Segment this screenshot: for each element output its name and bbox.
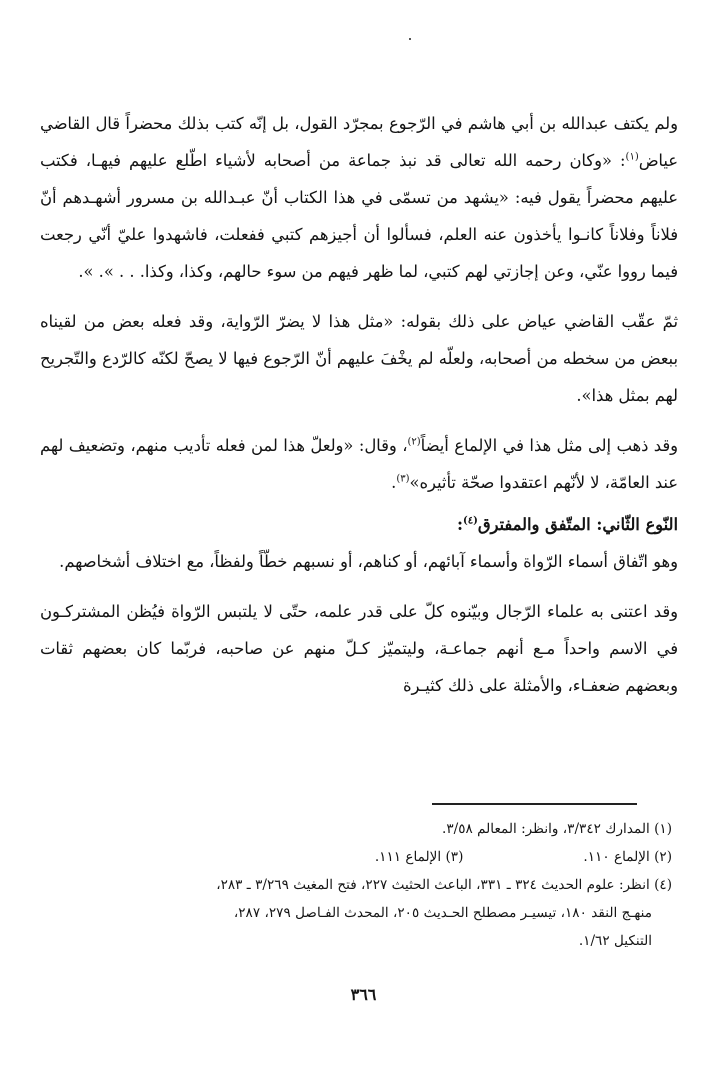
footnote-ref: (١) — [625, 151, 639, 163]
footnote-1: (١) المدارك ٣/٣٤٢، وانظر: المعالم ٣/٥٨. — [441, 821, 672, 837]
footnote-3: (٣) الإلماع ١١١. — [374, 849, 464, 865]
footnote-divider — [432, 803, 637, 805]
footnote-ref: (٢) — [407, 436, 421, 448]
footnote-4-cont-2: التنكيل ١/٦٢. — [578, 933, 652, 949]
paragraph-5: وقد اعتنى به علماء الرّجال وبيّنوه كلّ على قدر علمه، حتّى لا يلتبس الرّواة فيُظن المشتركـون في الاسم واحداً مـع أنهم جماعـة، وليتميّز كـلّ منهم عن صاحبه، فربّما كان بعضهم ثقات وبعضهم ضعفـاء، والأمثلة على ذلك كثيـرة — [40, 602, 678, 695]
footnote-4: (٤) انظر: علوم الحديث ٣٢٤ ـ ٣٣١، الباعث الحثيث ٢٢٧، فتح المغيث ٣/٢٦٩ ـ ٢٨٣، — [216, 877, 672, 893]
paragraph-1: ولم يكتف عبدالله بن أبي هاشم في الرّجوع بمجرّد القول، بل إنّه كتب بذلك محضراً قال القاضي عياض$^{(١)}$: «وكان رحمه الله تعالى قد نبذ جماعة من أصحابه لأشياء اطّلع عليهم فيهـا، فكتب عليهم محضراً يقول فيه: «يشهد من تسمّى في هذا الكتاب أنّ عبـدالله بن مسرور أشهـدهم أنّ فلاناً وفلاناً كانـوا يأخذون عنه العلم، فسألوا أن أجيزهم كتبي ففعلت، فاشهدوا عليّ أنّي رجعت فيما رووا عنّي، وعن إجازتي لهم كتبي، لما ظهر فيهم من سوء حالهم، وكذا، وكذا. . . ». ». — [40, 114, 678, 281]
footnote-2: (٢) الإلماع ١١٠. — [583, 849, 672, 865]
page-mark — [409, 38, 411, 40]
footnotes — [40, 815, 672, 955]
footnote-ref: (٣) — [396, 473, 410, 485]
section-heading: النّوع الثّاني: المتّفق والمفترق$^{(٤)}$: — [456, 515, 678, 534]
footnote-4-cont: منهـج النقد ١٨٠، تيسيـر مصطلح الحـديث ٢٠٥، المحدث الفـاصل ٢٧٩، ٢٨٧، — [233, 905, 652, 921]
paragraph-3: وقد ذهب إلى مثل هذا في الإلماع أيضاً$^{(٢)}$، وقال: «ولعلّ هذا لمن فعله تأديب منهم، وتضعيف لهم عند العامّة، لا لأنّهم اعتقدوا صحّة تأثيره»$^{(٣)}$. — [40, 436, 678, 492]
paragraph-2: ثمّ عقّب القاضي عياض على ذلك بقوله: «مثل هذا لا يضرّ الرّواية، وقد فعله بعض من لقيناه ببعض من سخطه من أصحابه، ولعلّه لم يخْفَ عليهم أنّ الرّجوع فيها لا يصحّ لكنّه كالرّدع والتّجريح لهم بمثل هذا». — [40, 312, 678, 405]
paragraph-4: وهو اتّفاق أسماء الرّواة وأسماء آبائهم، أو كناهم، أو نسبهم خطّاً ولفظاً، مع اختلاف أشخاصهم. — [59, 552, 678, 571]
footnote-ref: (٤) — [463, 515, 478, 527]
page-number: ٣٦٦ — [350, 985, 377, 1004]
main-text — [40, 105, 678, 704]
footnote-row-2-3 — [40, 843, 672, 871]
